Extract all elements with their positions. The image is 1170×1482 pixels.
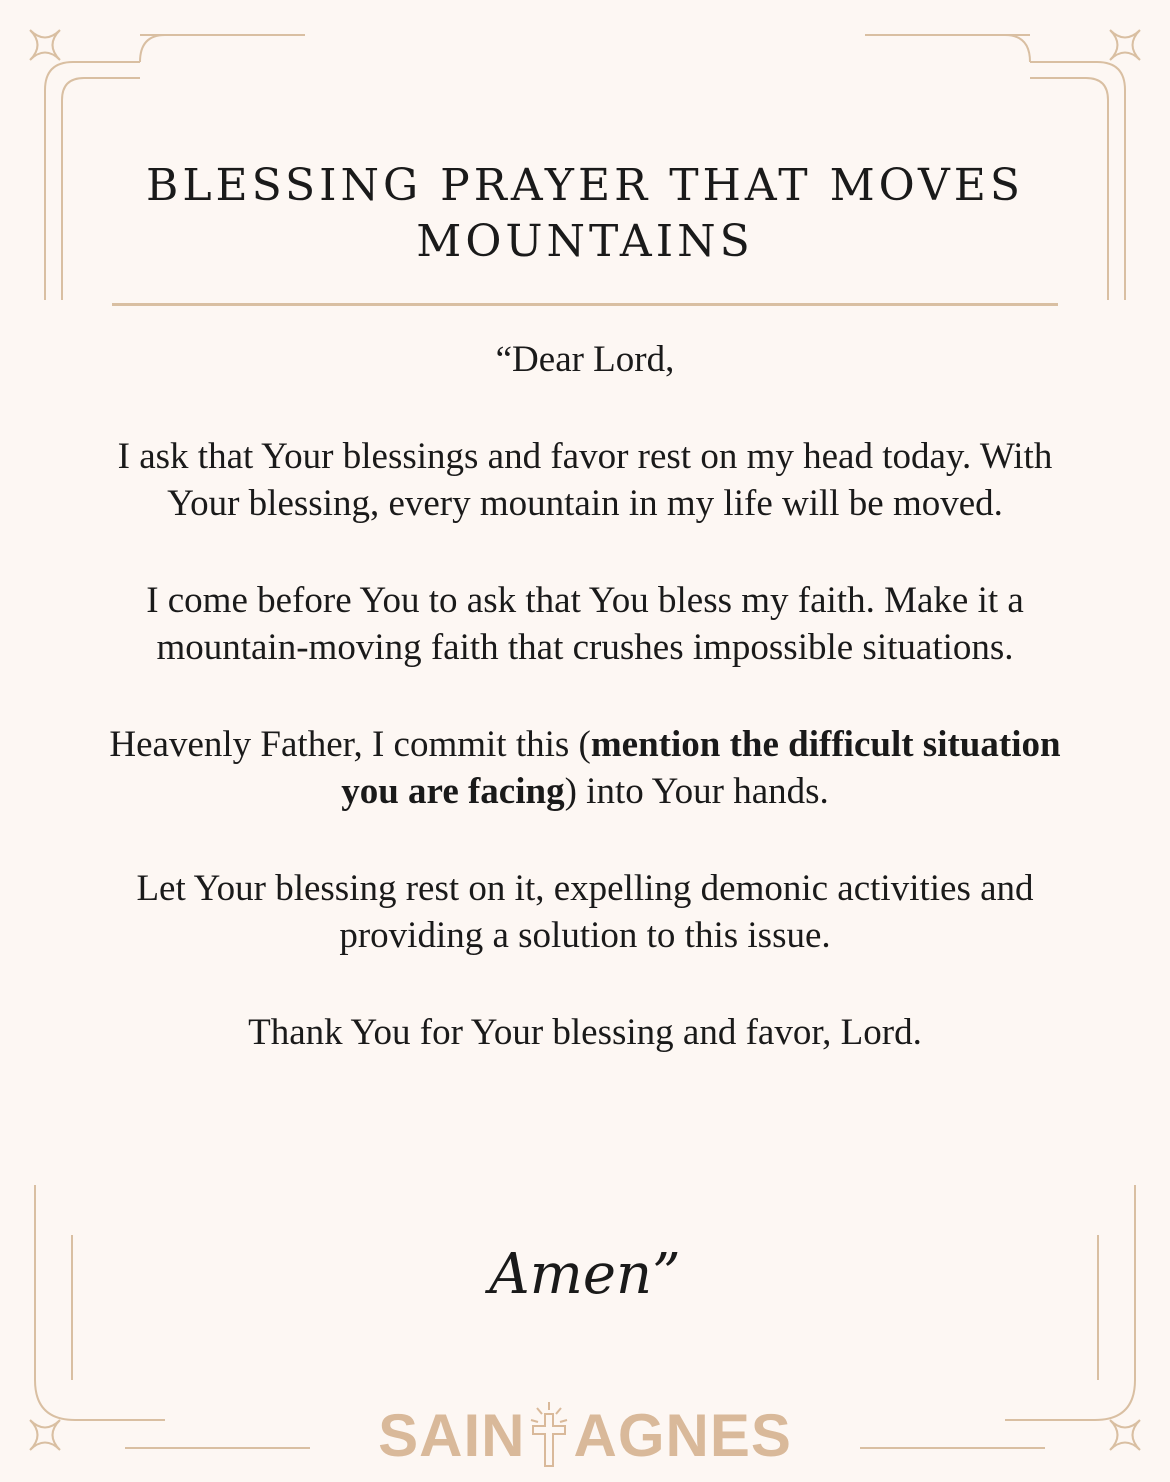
prayer-paragraph: I come before You to ask that You bless my faith. Make it a mountain-moving faith that crushes impossible situations.	[146, 580, 1024, 668]
cross-icon	[527, 1400, 571, 1470]
prayer-greeting: “Dear Lord,	[495, 339, 675, 380]
brand-left: SAIN	[378, 1401, 526, 1469]
page-title: BLESSING PRAYER THAT MOVES MOUNTAINS	[145, 160, 1025, 267]
prayer-body	[95, 336, 1075, 1106]
prayer-paragraph: I ask that Your blessings and favor rest on my head today. With Your blessing, every mountain in my life will be moved.	[117, 436, 1053, 524]
prayer-text: Heavenly Father, I commit this (	[109, 724, 591, 765]
prayer-emphasis: mention the difficult situation you are facing	[341, 724, 1061, 812]
prayer-paragraph: Let Your blessing rest on it, expelling demonic activities and providing a solution to this issue.	[136, 868, 1034, 956]
title-divider	[112, 303, 1058, 306]
brand-logo	[285, 1400, 885, 1470]
prayer-paragraph: Thank You for Your blessing and favor, Lord.	[248, 1012, 922, 1053]
prayer-text: ) into Your hands.	[564, 771, 829, 812]
closing-amen: Amen”	[489, 1242, 681, 1307]
brand-right: AGNES	[573, 1401, 792, 1469]
prayer-paragraph	[95, 721, 1075, 815]
